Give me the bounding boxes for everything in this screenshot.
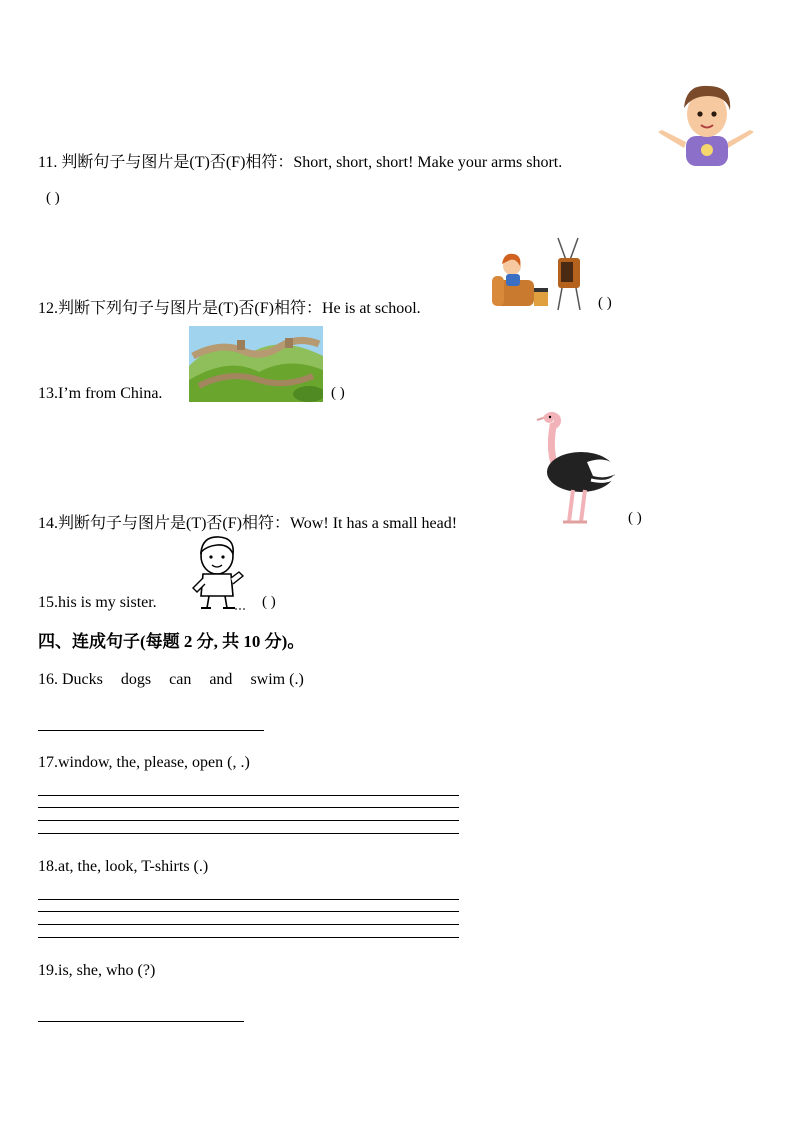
q16-word-4: and: [209, 671, 233, 688]
answer-line-18d[interactable]: [38, 937, 459, 938]
answer-line-17d[interactable]: [38, 833, 459, 834]
answer-paren-13[interactable]: ( ): [331, 385, 345, 401]
answer-line-17a[interactable]: [38, 795, 459, 796]
question-16-text: [38, 671, 322, 689]
answer-line-18a[interactable]: [38, 899, 459, 900]
question-17-text: 17.window, the, please, open (, .): [38, 754, 250, 771]
answer-line-18c[interactable]: [38, 924, 459, 925]
boy-cartoon-icon: [189, 534, 249, 617]
q16-word-5: swim: [250, 671, 286, 688]
answer-line-19[interactable]: [38, 1021, 244, 1022]
question-12-text: 12.判断下列句子与图片是(T)否(F)相符：He is at school.: [38, 300, 421, 317]
question-18-text: 18.at, the, look, T-shirts (.): [38, 858, 209, 875]
answer-paren-12[interactable]: ( ): [598, 295, 612, 311]
answer-paren-15[interactable]: ( ): [262, 594, 276, 610]
great-wall-icon: [189, 326, 323, 407]
q16-word-6: (.): [289, 671, 304, 688]
question-14-text: 14.判断句子与图片是(T)否(F)相符：Wow! It has a small head!: [38, 515, 458, 532]
section-4-title: 四、连成句子(每题 2 分, 共 10 分)。: [38, 632, 305, 651]
boy-watching-tv-icon: [490, 236, 590, 317]
q16-word-1: Ducks: [62, 671, 103, 688]
q16-word-3: can: [169, 671, 192, 688]
answer-line-17b[interactable]: [38, 807, 459, 808]
ostrich-icon: [535, 410, 621, 531]
question-13-text: 13.I’m from China.: [38, 385, 163, 402]
question-11-text: 11. 判断句子与图片是(T)否(F)相符：Short, short, short! Make your arms short.: [38, 154, 563, 171]
question-19-text: 19.is, she, who (?): [38, 962, 156, 979]
answer-line-16[interactable]: [38, 730, 264, 731]
boy-shrugging-icon: [656, 84, 756, 171]
answer-line-18b[interactable]: [38, 911, 459, 912]
q16-number: 16.: [38, 671, 58, 688]
q16-word-2: dogs: [120, 671, 152, 688]
answer-paren-11[interactable]: ( ): [46, 190, 60, 206]
answer-line-17c[interactable]: [38, 820, 459, 821]
question-15-text: 15.his is my sister.: [38, 594, 157, 611]
answer-paren-14[interactable]: ( ): [628, 510, 642, 526]
